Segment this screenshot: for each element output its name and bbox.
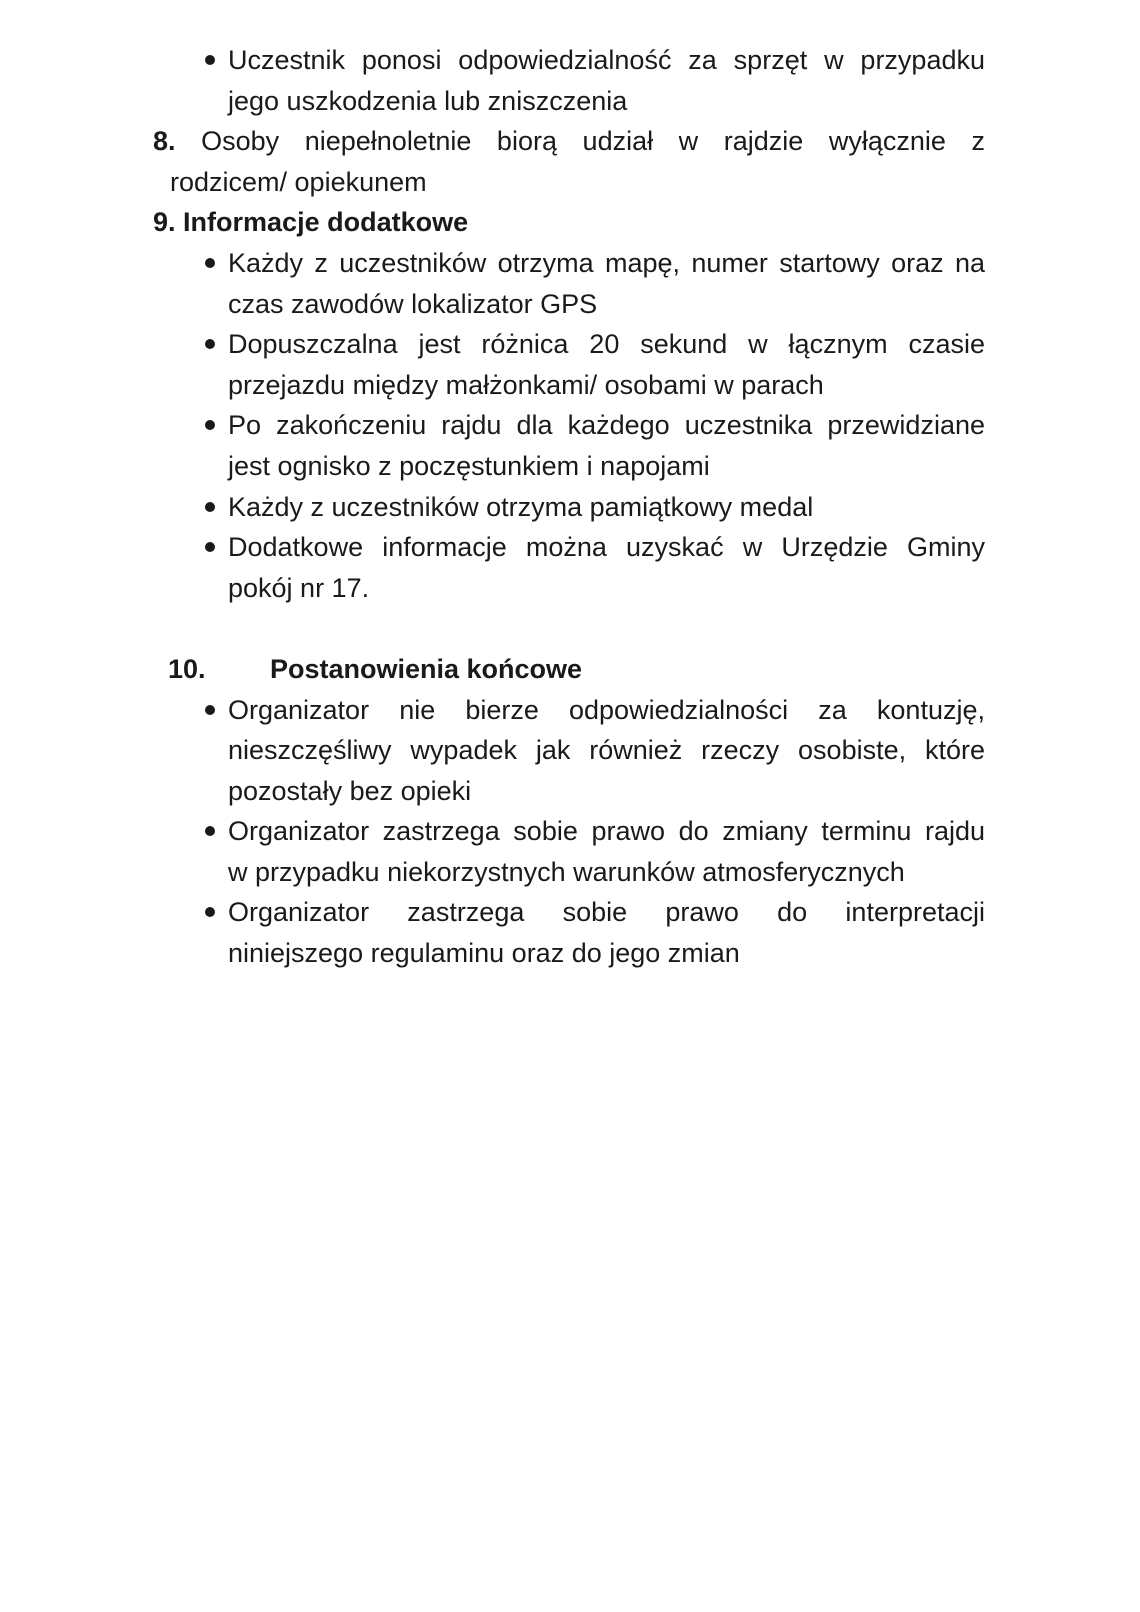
section-heading-10 — [153, 649, 985, 690]
bullet-text — [228, 690, 985, 812]
bullet-icon — [205, 55, 215, 65]
section-title: Postanowienia końcowe — [270, 653, 583, 684]
bullet-icon — [205, 258, 215, 268]
bullet-text — [228, 324, 985, 405]
text-line: Każdy z uczestników otrzyma mapę, numer startowy oraz na — [228, 247, 985, 278]
numbered-item-8 — [153, 121, 985, 202]
bullet-text — [228, 487, 985, 528]
bullet-icon — [205, 705, 215, 715]
item-text: Osoby niepełnoletnie biorą udział w rajdzie wyłącznie z — [201, 126, 985, 157]
text-line: Organizator zastrzega sobie prawo do zmiany terminu rajdu — [228, 816, 985, 847]
bullet-text — [228, 892, 985, 973]
text-line: czas zawodów lokalizator GPS — [228, 288, 598, 319]
text-line: Każdy z uczestników otrzyma pamiątkowy medal — [228, 491, 814, 522]
list-number: 9. — [153, 207, 176, 238]
bullet-item — [153, 487, 985, 528]
text-line: Uczestnik ponosi odpowiedzialność za sprzęt w przypadku — [228, 45, 985, 75]
text-line — [153, 202, 985, 243]
bullet-text — [228, 243, 985, 324]
bullet-item — [153, 243, 985, 324]
blank-line — [153, 608, 985, 649]
text-line: pozostały bez opieki — [228, 775, 472, 806]
text-line: przejazdu między małżonkami/ osobami w parach — [228, 369, 824, 400]
text-line: jest ognisko z poczęstunkiem i napojami — [228, 450, 710, 481]
bullet-item — [153, 811, 985, 892]
text-line: Organizator zastrzega sobie prawo do interpretacji — [228, 897, 985, 928]
bullet-text — [228, 405, 985, 486]
bullet-icon — [205, 339, 215, 349]
bullet-item — [153, 527, 985, 608]
text-line: pokój nr 17. — [228, 572, 370, 603]
bullet-text — [228, 527, 985, 608]
bullet-icon — [205, 826, 215, 836]
bullet-item — [153, 40, 985, 121]
bullet-icon — [205, 502, 215, 512]
list-number: 8. — [153, 126, 176, 157]
document-page — [153, 40, 985, 974]
section-title: Informacje dodatkowe — [183, 207, 469, 238]
bullet-text — [228, 811, 985, 892]
bullet-item — [153, 405, 985, 486]
bullet-icon — [205, 420, 215, 430]
bullet-item — [153, 690, 985, 812]
bullet-icon — [205, 907, 215, 917]
text-line — [153, 121, 985, 162]
text-line: rodzicem/ opiekunem — [170, 166, 427, 197]
text-line: Dodatkowe informacje można uzyskać w Urzędzie Gminy — [228, 532, 985, 563]
list-number: 10. — [168, 653, 206, 684]
bullet-item — [153, 892, 985, 973]
text-line: w przypadku niekorzystnych warunków atmosferycznych — [228, 856, 905, 887]
text-line: niniejszego regulaminu oraz do jego zmian — [228, 938, 740, 969]
text-line: Organizator nie bierze odpowiedzialności za kontuzję, — [228, 694, 985, 725]
section-heading-9 — [153, 202, 985, 243]
bullet-text — [228, 40, 985, 121]
text-line: jego uszkodzenia lub zniszczenia — [228, 85, 628, 116]
text-line: nieszczęśliwy wypadek jak również rzeczy osobiste, które — [228, 735, 985, 766]
bullet-item — [153, 324, 985, 405]
bullet-icon — [205, 542, 215, 552]
text-line: Po zakończeniu rajdu dla każdego uczestnika przewidziane — [228, 410, 985, 441]
text-line: Dopuszczalna jest różnica 20 sekund w łącznym czasie — [228, 329, 985, 360]
